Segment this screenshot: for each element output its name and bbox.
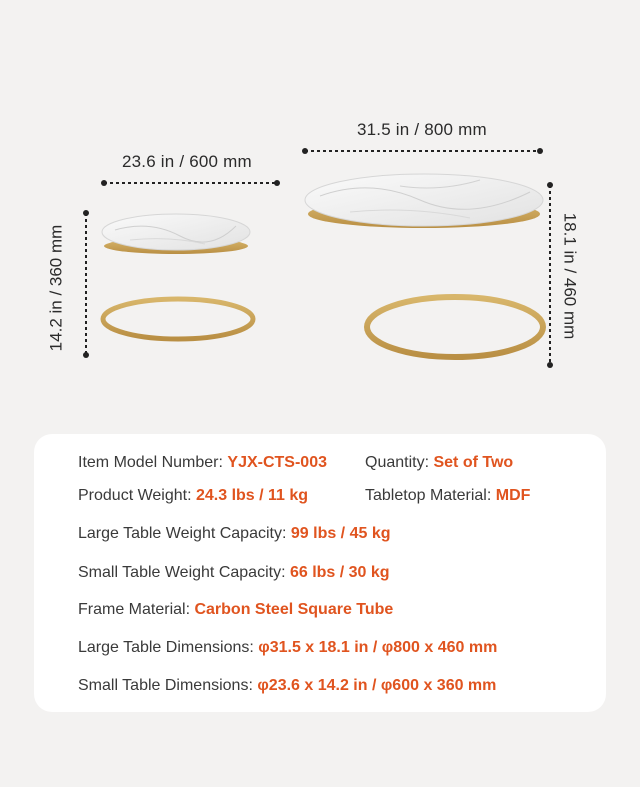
spec-label: Tabletop Material: bbox=[365, 487, 496, 504]
spec-value: 66 lbs / 30 kg bbox=[289, 564, 390, 581]
spec-large-dimensions bbox=[78, 639, 497, 657]
spec-value: 99 lbs / 45 kg bbox=[290, 525, 391, 542]
spec-value: φ31.5 x 18.1 in / φ800 x 460 mm bbox=[258, 639, 498, 656]
small-width-label: 23.6 in / 600 mm bbox=[122, 152, 252, 171]
spec-value: φ23.6 x 14.2 in / φ600 x 360 mm bbox=[257, 677, 497, 694]
spec-label: Frame Material: bbox=[78, 601, 195, 618]
spec-quantity bbox=[365, 454, 513, 472]
small-table bbox=[102, 214, 253, 340]
spec-label: Large Table Weight Capacity: bbox=[78, 525, 291, 542]
spec-label: Small Table Dimensions: bbox=[78, 677, 258, 694]
small-height-label: 14.2 in / 360 mm bbox=[46, 224, 66, 352]
spec-label: Small Table Weight Capacity: bbox=[78, 564, 290, 581]
large-height-label: 18.1 in / 460 mm bbox=[560, 212, 580, 340]
spec-weight bbox=[78, 487, 308, 505]
spec-value: MDF bbox=[495, 487, 531, 504]
spec-small-capacity bbox=[78, 564, 390, 582]
specifications-card bbox=[34, 434, 606, 712]
spec-label: Item Model Number: bbox=[78, 454, 228, 471]
spec-label: Large Table Dimensions: bbox=[78, 639, 259, 656]
spec-value: 24.3 lbs / 11 kg bbox=[195, 487, 309, 504]
large-table bbox=[305, 174, 543, 357]
spec-small-dimensions bbox=[78, 677, 496, 695]
spec-frame bbox=[78, 601, 393, 619]
spec-tabletop bbox=[365, 487, 530, 505]
spec-model bbox=[78, 454, 327, 472]
spec-label: Product Weight: bbox=[78, 487, 196, 504]
large-width-label: 31.5 in / 800 mm bbox=[357, 120, 487, 139]
spec-value: Carbon Steel Square Tube bbox=[194, 601, 394, 618]
spec-label: Quantity: bbox=[365, 454, 434, 471]
spec-value: YJX-CTS-003 bbox=[227, 454, 327, 471]
spec-large-capacity bbox=[78, 525, 390, 543]
spec-value: Set of Two bbox=[433, 454, 514, 471]
